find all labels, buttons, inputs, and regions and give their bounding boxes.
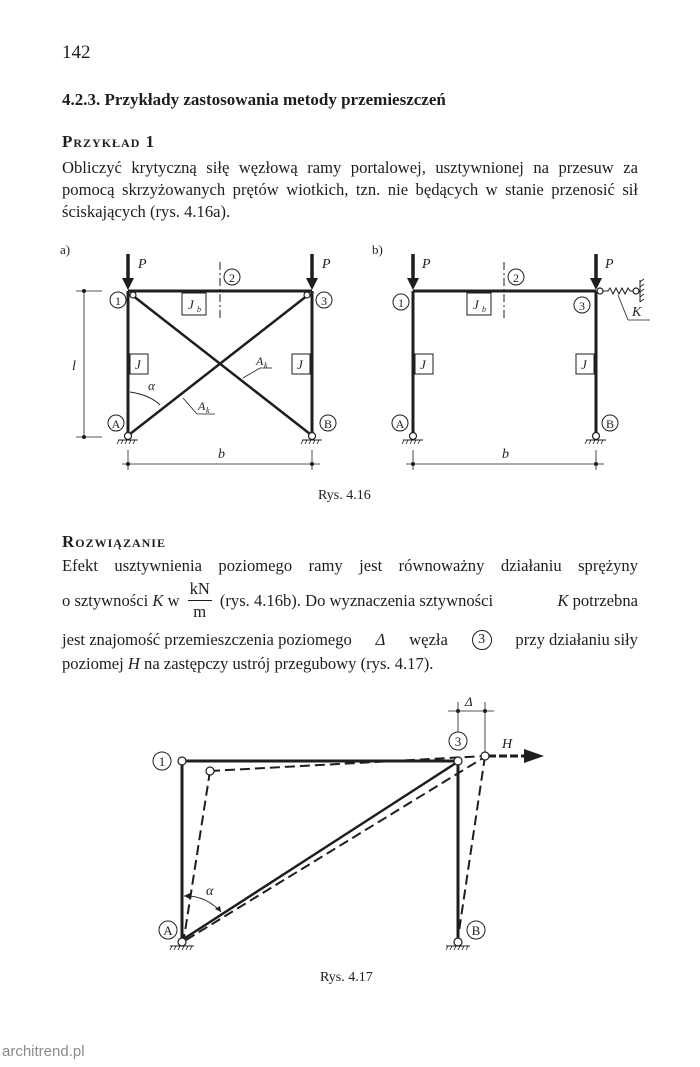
svg-text:J: J: [420, 357, 426, 372]
svg-text:3: 3: [579, 299, 585, 313]
svg-text:2: 2: [229, 271, 235, 285]
label-b: b): [372, 242, 383, 257]
section-title: 4.2.3. Przykłady zastosowania metody przemieszczeń: [62, 90, 446, 109]
svg-text:K: K: [632, 305, 642, 320]
svg-text:1: 1: [158, 754, 166, 769]
figure-4-16-caption: Rys. 4.16: [318, 488, 371, 503]
svg-text:k: k: [264, 361, 268, 370]
svg-text:P: P: [138, 257, 147, 272]
svg-text:b: b: [197, 305, 201, 314]
svg-text:H: H: [502, 737, 513, 752]
solution-title: Rozwiązanie: [62, 532, 166, 551]
svg-text:2: 2: [513, 271, 519, 285]
svg-text:J: J: [297, 357, 303, 372]
svg-text:A: A: [395, 417, 405, 431]
solution-line-4: poziomej H na zastępczy ustrój przegubowy (rys. 4.17).: [62, 654, 434, 673]
unit-fraction: $\frac{kN}{m}$: [189, 579, 210, 621]
label-a: a): [60, 242, 71, 257]
svg-text:3: 3: [321, 294, 327, 308]
svg-text:3: 3: [454, 734, 462, 749]
svg-text:B: B: [605, 417, 615, 431]
svg-text:J: J: [473, 297, 479, 312]
svg-text:b: b: [482, 305, 486, 314]
figure-4-17-caption: Rys. 4.17: [320, 970, 373, 985]
svg-text:J: J: [188, 297, 194, 312]
svg-text:P: P: [422, 257, 431, 272]
svg-text:J: J: [135, 357, 141, 372]
example-title: Przykład 1: [62, 132, 156, 151]
svg-text:Δ: Δ: [465, 694, 473, 709]
svg-text:1: 1: [115, 294, 121, 308]
svg-text:α: α: [206, 884, 214, 899]
svg-text:α: α: [148, 378, 155, 393]
svg-text:A: A: [198, 399, 206, 413]
svg-text:A: A: [256, 354, 264, 368]
watermark: architrend.pl: [2, 1043, 85, 1060]
solution-line-2: o sztywności K w $\frac{kN}{m}$ (rys. 4.16b). Do wyznaczenia sztywności K potrzebna: [62, 579, 638, 621]
svg-text:A: A: [163, 923, 173, 938]
svg-text:l: l: [72, 359, 76, 374]
svg-text:B: B: [323, 417, 333, 431]
svg-text:P: P: [605, 257, 614, 272]
svg-text:A: A: [111, 417, 121, 431]
svg-text:J: J: [581, 357, 587, 372]
figure-4-16a: [60, 240, 350, 470]
solution-line-1: Efekt usztywnienia poziomego ramy jest równoważny działaniu sprężyny: [62, 556, 638, 575]
solution-line-3: jest znajomość przemieszczenia poziomego Δ węzła 3 przy działaniu siły: [62, 630, 638, 649]
svg-text:b: b: [502, 447, 509, 462]
page-number: 142: [62, 42, 91, 63]
svg-text:1: 1: [398, 296, 404, 310]
intro-paragraph: Obliczyć krytyczną siłę węzłową ramy portalowej, usztywnionej na przesuw za pomocą skrzyżowanych prętów wiotkich, tzn. nie będących w stanie przenosić sił ściskających (rys. 4.16a).: [62, 158, 638, 221]
figure-4-16b: [360, 240, 650, 470]
svg-text:b: b: [218, 447, 225, 462]
svg-text:B: B: [471, 923, 481, 938]
svg-text:P: P: [322, 257, 331, 272]
svg-text:k: k: [206, 406, 210, 415]
figure-4-17: [140, 690, 560, 960]
